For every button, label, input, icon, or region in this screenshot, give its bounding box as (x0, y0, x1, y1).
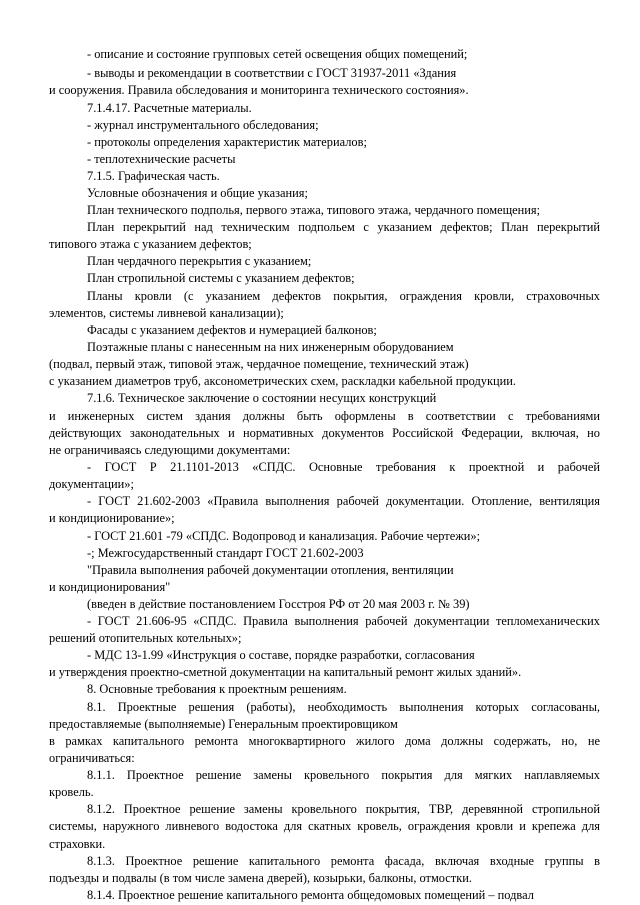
text-line: и кондиционирования" (49, 580, 171, 594)
text-line: - ГОСТ 21.606-95 «СПДС. Правила выполнения рабочей документации тепломеханических (87, 614, 600, 628)
text-line: предоставляемые (выполняемые) Генеральным проектировщиком (49, 717, 398, 731)
text-line: и кондиционирование»; (49, 511, 175, 525)
text-line: в рамках капитального ремонта многоквартирного жилого дома должны содержать, но, не (49, 734, 600, 748)
text-line: - описание и состояние групповых сетей освещения общих помещений; (87, 47, 468, 61)
text-line: - выводы и рекомендации в соответствии с ГОСТ 31937-2011 «Здания (87, 66, 457, 80)
text-line: - теплотехнические расчеты (87, 152, 236, 166)
text-line: элементов, системы ливневой канализации); (49, 306, 284, 320)
text-line: - журнал инструментального обследования; (87, 118, 319, 132)
text-line: (подвал, первый этаж, типовой этаж, чердачное помещение, технический этаж) (49, 357, 469, 371)
text-line: Поэтажные планы с нанесенным на них инженерным оборудованием (87, 340, 454, 354)
text-line: и утверждения проектно-сметной документации на капитальный ремонт жилых зданий». (49, 665, 522, 679)
text-line: Планы кровли (с указанием дефектов покрытия, ограждения кровли, страховочных (87, 289, 600, 303)
text-line: - ГОСТ Р 21.1101-2013 «СПДС. Основные требования к проектной и рабочей (87, 460, 600, 474)
text-line: План перекрытий над техническим подпольем с указанием дефектов; План перекрытий (87, 220, 600, 234)
section-heading: 7.1.6. Техническое заключение о состоянии несущих конструкций (87, 391, 437, 405)
text-line: ограничиваться: (49, 751, 135, 765)
text-line: 7.1.4.17. Расчетные материалы. (87, 101, 252, 115)
text-line: - МДС 13-1.99 «Инструкция о составе, порядке разработки, согласования (87, 648, 475, 662)
text-line: и сооружения. Правила обследования и мониторинга технического состояния». (49, 83, 469, 97)
text-line: типового этажа с указанием дефектов; (49, 237, 252, 251)
text-line: -; Межгосударственный стандарт ГОСТ 21.602-2003 (87, 546, 364, 560)
text-line: кровель. (49, 785, 94, 799)
text-line: системы, наружного ливневого водостока для скатных кровель, ограждения кровли и крепежа для (49, 819, 600, 833)
text-line: - ГОСТ 21.602-2003 «Правила выполнения рабочей документации. Отопление, вентиляция (87, 494, 600, 508)
text-line: "Правила выполнения рабочей документации отопления, вентиляции (87, 563, 454, 577)
text-line: действующих законодательных и нормативных документов Российской Федерации, включая, но (49, 426, 600, 440)
text-line: не ограничиваясь следующими документами: (49, 443, 291, 457)
text-line: 8.1.4. Проектное решение капитального ремонта общедомовых помещений – подвал (87, 888, 534, 902)
text-line: страховки. (49, 837, 106, 851)
text-line: 8.1.2. Проектное решение замены кровельного покрытия, ТВР, деревянной стропильной (87, 802, 600, 816)
text-line: План чердачного перекрытия с указанием; (87, 254, 312, 268)
text-line: Фасады с указанием дефектов и нумерацией балконов; (87, 323, 377, 337)
text-line: - ГОСТ 21.601 -79 «СПДС. Водопровод и канализация. Рабочие чертежи»; (87, 529, 481, 543)
text-line: План стропильной системы с указанием дефектов; (87, 271, 355, 285)
section-heading: 8. Основные требования к проектным решениям. (87, 682, 347, 696)
text-line: подъезды и подвалы (в том числе замена дверей), козырьки, балконы, отмостки. (49, 871, 472, 885)
text-line: документации»; (49, 477, 134, 491)
text-line: с указанием диаметров труб, аксонометрических схем, раскладки кабельной продукции. (49, 374, 516, 388)
text-line: и инженерных систем здания должны быть оформлены в соответствии с требованиями (49, 409, 600, 423)
text-line: - протоколы определения характеристик материалов; (87, 135, 367, 149)
text-line: 8.1.1. Проектное решение замены кровельного покрытия для мягких наплавляемых (87, 768, 600, 782)
text-line: План технического подполья, первого этажа, типового этажа, чердачного помещения; (87, 203, 541, 217)
text-line: решений отопительных котельных»; (49, 631, 242, 645)
text-line: (введен в действие постановлением Госстроя РФ от 20 мая 2003 г. № 39) (87, 597, 470, 611)
text-line: Условные обозначения и общие указания; (87, 186, 308, 200)
section-heading: 7.1.5. Графическая часть. (87, 169, 220, 183)
text-line: 8.1. Проектные решения (работы), необходимость выполнения которых согласованы, (87, 700, 600, 714)
text-line: 8.1.3. Проектное решение капитального ремонта фасада, включая входные группы в (87, 854, 600, 868)
